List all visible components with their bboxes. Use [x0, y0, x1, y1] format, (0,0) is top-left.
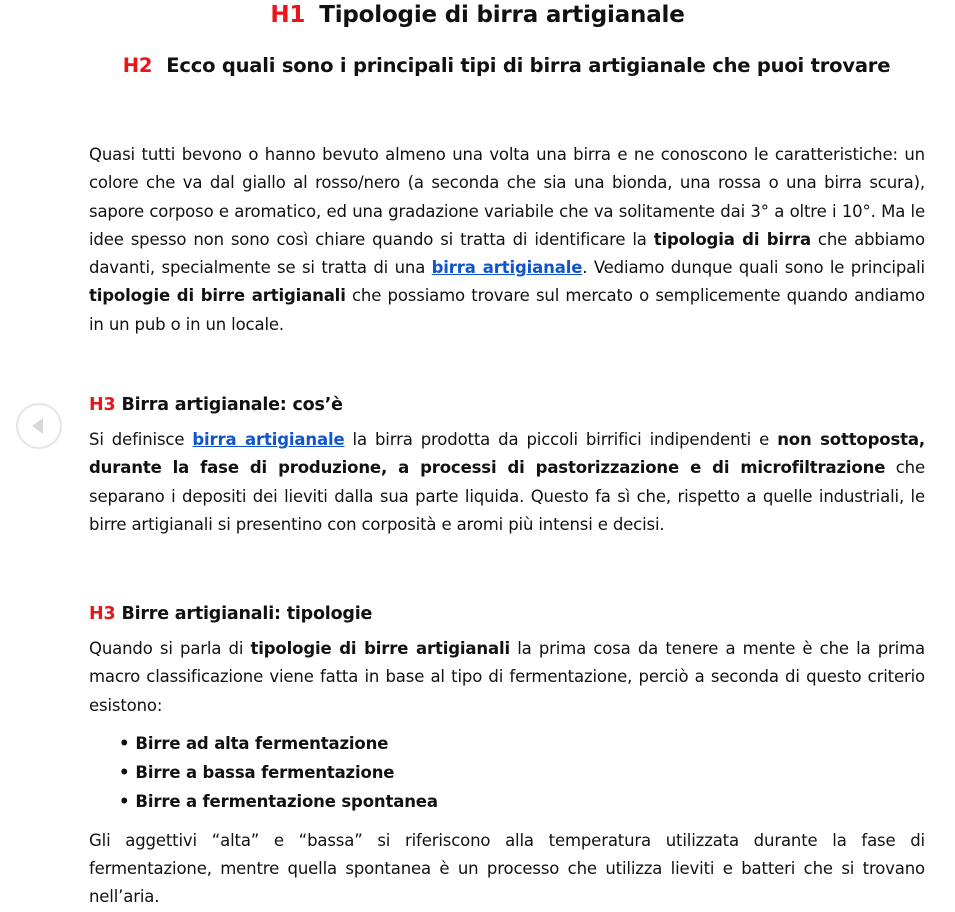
section-tipologie: [89, 604, 925, 912]
section1-bold-1: non sottoposta, durante la fase di produzione, a processi di pastorizzazione e di microfiltrazione: [89, 430, 925, 478]
intro-text-2: che abbiamo davanti, specialmente se si tratta di una: [89, 229, 925, 278]
intro-link-birra-artigianale[interactable]: birra artigianale: [431, 258, 583, 278]
h1-text: Tipologie di birra artigianale: [319, 2, 685, 28]
h3-tag: H3: [89, 395, 116, 415]
section2-heading: [89, 604, 925, 624]
intro-section: [89, 141, 925, 339]
page-title: [0, 2, 955, 28]
intro-text-4: che possiamo trovare sul mercato o semplicemente quando andiamo in un pub o in un locale.: [89, 286, 925, 334]
h2-text: Ecco quali sono i principali tipi di birra artigianale che puoi trovare: [166, 54, 891, 77]
bullet-icon: •: [119, 792, 130, 812]
bullet-icon: •: [119, 763, 130, 783]
intro-paragraph: [89, 141, 925, 339]
list-item-text: Birre a bassa fermentazione: [135, 763, 395, 783]
bullet-icon: •: [119, 733, 130, 753]
list-item: [119, 729, 925, 758]
intro-text-1: Quasi tutti bevono o hanno bevuto almeno una volta una birra e ne conoscono le caratteristiche: un colore che va dal giallo al rosso/nero (a seconda che sia una bionda, una rossa o una birra scura), sapore corposo e aromatico, ed una gradazione variabile che va solitamente dai 3° a oltre i 10°. Ma le idee spesso non sono così chiare quando si tratta di identificare la: [89, 145, 925, 249]
list-item: [119, 758, 925, 787]
section2-closing-paragraph: Gli aggettivi “alta” e “bassa” si riferiscono alla temperatura utilizzata durante la fase di fermentazione, mentre quella spontanea è un processo che utilizza lieviti e batteri che si trovano nell’aria.: [89, 830, 925, 907]
list-item: [119, 787, 925, 816]
section1-link-birra-artigianale[interactable]: birra artigianale: [192, 430, 345, 449]
h3-tag: H3: [89, 604, 116, 624]
section1-paragraph: [89, 426, 925, 539]
fermentation-list: [89, 729, 925, 817]
section-cose: [89, 395, 925, 539]
section1-heading: [89, 395, 925, 415]
page-subtitle: [0, 54, 955, 77]
section1-title: Birra artigianale: cos’è: [121, 395, 343, 415]
list-item-text: Birre ad alta fermentazione: [135, 733, 389, 753]
intro-bold-1: tipologia di birra: [653, 229, 811, 249]
section1-text-3: che separano i depositi dei lieviti dalla sua parte liquida. Questo fa sì che, rispetto a quelle industriali, le birre artigianali si presentino con corposità e aromi più intensi e decisi.: [89, 458, 925, 534]
section2-text-2: la prima cosa da tenere a mente è che la prima macro classificazione viene fatta in base al tipo di fermentazione, perciò a seconda di questo criterio esistono:: [89, 639, 925, 715]
prev-arrow-button[interactable]: [16, 403, 62, 449]
h2-tag: H2: [122, 54, 153, 77]
section2-text-1: Quando si parla di: [89, 639, 251, 658]
chevron-left-icon: [32, 418, 43, 434]
h1-tag: H1: [270, 2, 306, 28]
section1-text-2: la birra prodotta da piccoli birrifici indipendenti e: [344, 430, 778, 449]
list-item-text: Birre a fermentazione spontanea: [135, 792, 438, 812]
section2-title: Birre artigianali: tipologie: [121, 604, 373, 624]
intro-text-3: . Vediamo dunque quali sono le principali: [582, 258, 925, 278]
section2-bold-1: tipologie di birre artigianali: [250, 639, 510, 658]
section1-text-1: Si definisce: [89, 430, 193, 449]
intro-bold-2: tipologie di birre artigianali: [89, 286, 346, 306]
section2-paragraph: [89, 635, 925, 720]
